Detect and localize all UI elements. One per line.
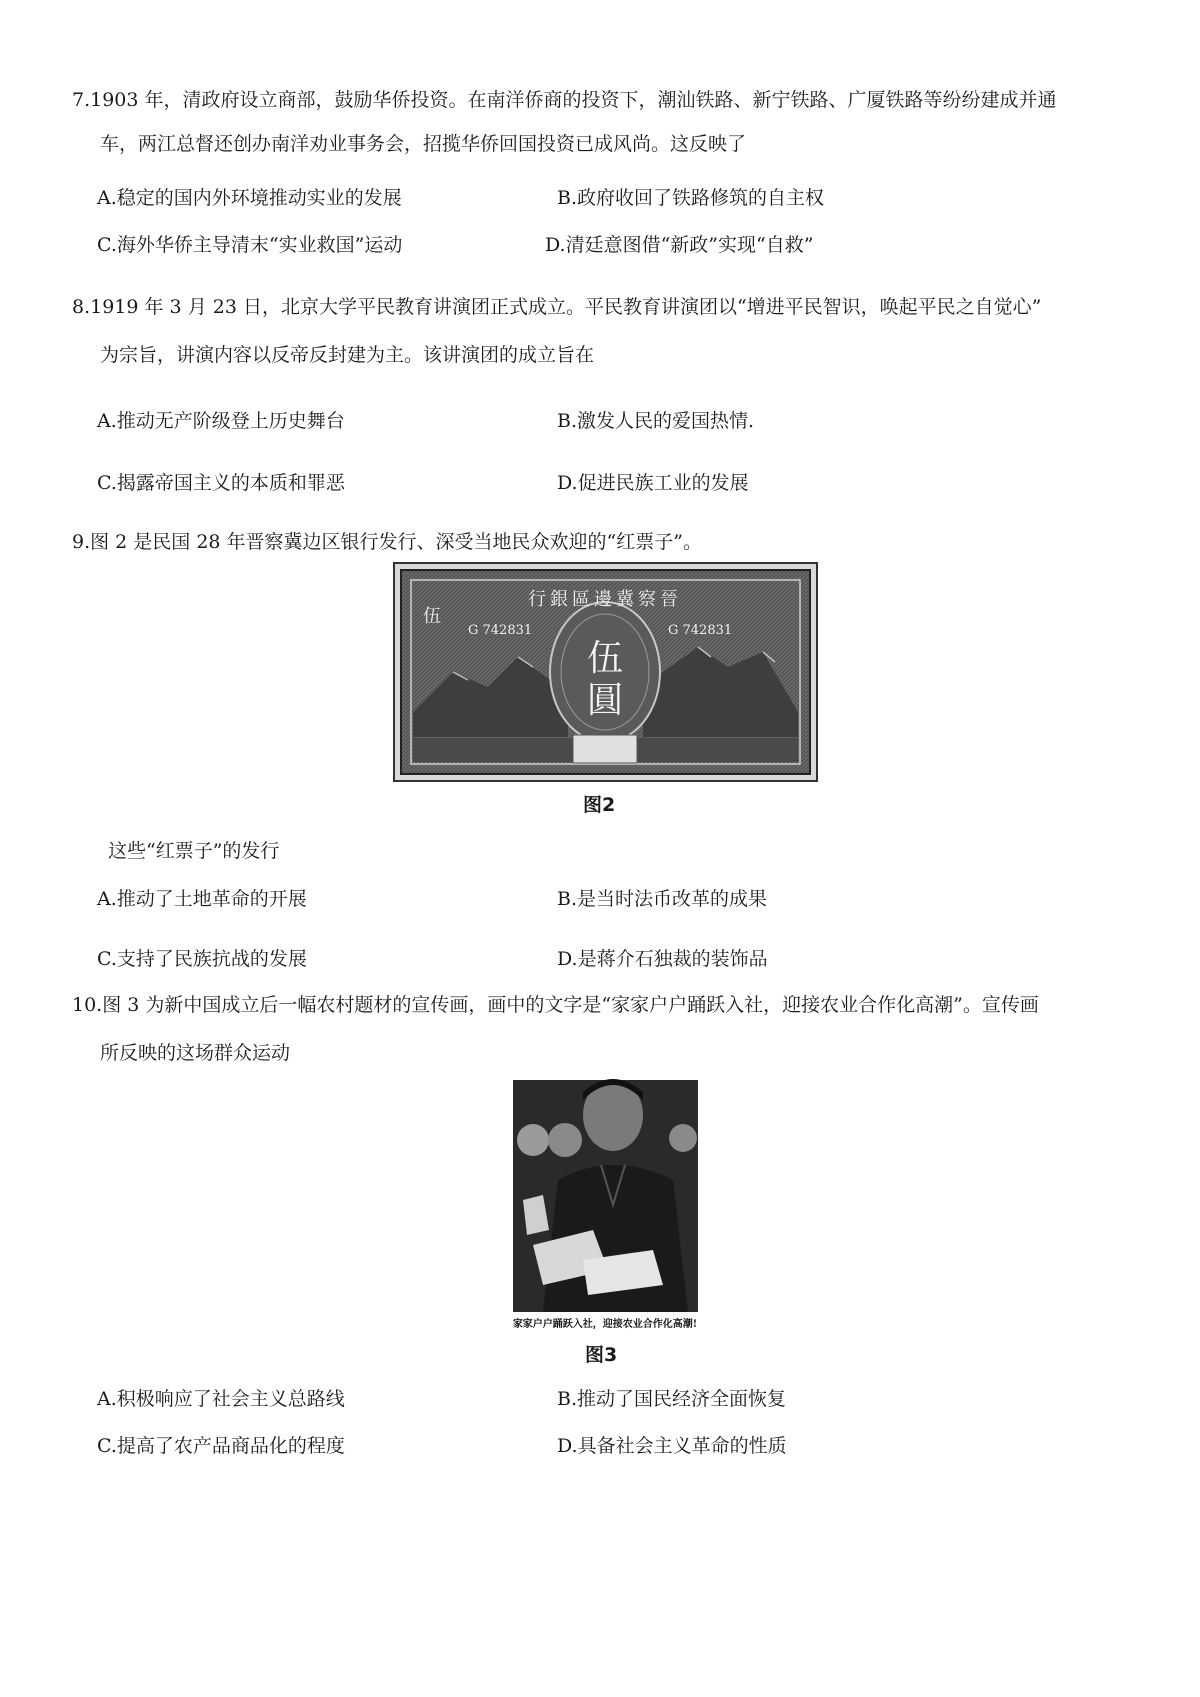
- q10-stem-line2: 所反映的这场群众运动: [100, 1042, 291, 1064]
- q9-stem-line2: 这些“红票子”的发行: [108, 840, 280, 862]
- q8-stem-line2: 为宗旨，讲演内容以反帝反封建为主。该讲演团的成立旨在: [100, 344, 595, 366]
- q10-option-d: D.具备社会主义革命的性质: [557, 1435, 787, 1457]
- q10-stem-line1: 10.图 3 为新中国成立后一幅农村题材的宣传画，画中的文字是“家家户户踊跃入社，迎接农业合作化高潮”。宣传画: [72, 994, 1039, 1016]
- poster-slogan: 家家户户踊跃入社，迎接农业合作化高潮!: [513, 1319, 698, 1330]
- q8-stem-line1: 8.1919 年 3 月 23 日，北京大学平民教育讲演团正式成立。平民教育讲演团以“增进平民智识，唤起平民之自觉心”: [72, 296, 1042, 318]
- banknote-bank-name: 行銀區邊冀察晉: [528, 589, 682, 610]
- q9-option-b: B.是当时法币改革的成果: [557, 888, 768, 910]
- figure-2-caption: 图2: [583, 794, 616, 816]
- banknote-image: [393, 562, 818, 782]
- q7-option-d: D.清廷意图借“新政”实现“自救”: [545, 234, 814, 256]
- q7-option-c: C.海外华侨主导清末“实业救国”运动: [97, 234, 403, 256]
- q7-option-a: A.稳定的国内外环境推动实业的发展: [97, 187, 402, 209]
- propaganda-poster-image: [513, 1070, 698, 1332]
- q8-option-c: C.揭露帝国主义的本质和罪恶: [97, 472, 345, 494]
- q7-option-b: B.政府收回了铁路修筑的自主权: [557, 187, 825, 209]
- banknote-serial-right: G 742831: [668, 623, 733, 638]
- q9-option-c: C.支持了民族抗战的发展: [97, 948, 307, 970]
- q8-option-b: B.激发人民的爱国热情.: [557, 410, 755, 432]
- banknote-corner-mark: 伍: [423, 606, 441, 627]
- q7-stem-line2: 车，两江总督还创办南洋劝业事务会，招揽华侨回国投资已成风尚。这反映了: [100, 133, 747, 155]
- q8-option-d: D.促进民族工业的发展: [557, 472, 749, 494]
- q7-stem-line1: 7.1903 年，清政府设立商部，鼓励华侨投资。在南洋侨商的投资下，潮汕铁路、新宁铁路、广厦铁路等纷纷建成并通: [72, 89, 1057, 111]
- banknote-denomination-top: 伍: [586, 638, 624, 679]
- banknote-figure: [393, 562, 818, 782]
- q10-option-a: A.积极响应了社会主义总路线: [97, 1388, 345, 1410]
- banknote-denomination-bottom: 圓: [586, 680, 624, 721]
- figure-3-caption: 图3: [585, 1344, 618, 1366]
- q9-stem-line1: 9.图 2 是民国 28 年晋察冀边区银行发行、深受当地民众欢迎的“红票子”。: [72, 531, 702, 553]
- poster-figure: [513, 1070, 698, 1332]
- q10-option-c: C.提高了农产品商品化的程度: [97, 1435, 345, 1457]
- q9-option-a: A.推动了土地革命的开展: [97, 888, 307, 910]
- q10-option-b: B.推动了国民经济全面恢复: [557, 1388, 787, 1410]
- q8-option-a: A.推动无产阶级登上历史舞台: [97, 410, 345, 432]
- banknote-serial-left: G 742831: [468, 623, 533, 638]
- q9-option-d: D.是蒋介石独裁的装饰品: [557, 948, 768, 970]
